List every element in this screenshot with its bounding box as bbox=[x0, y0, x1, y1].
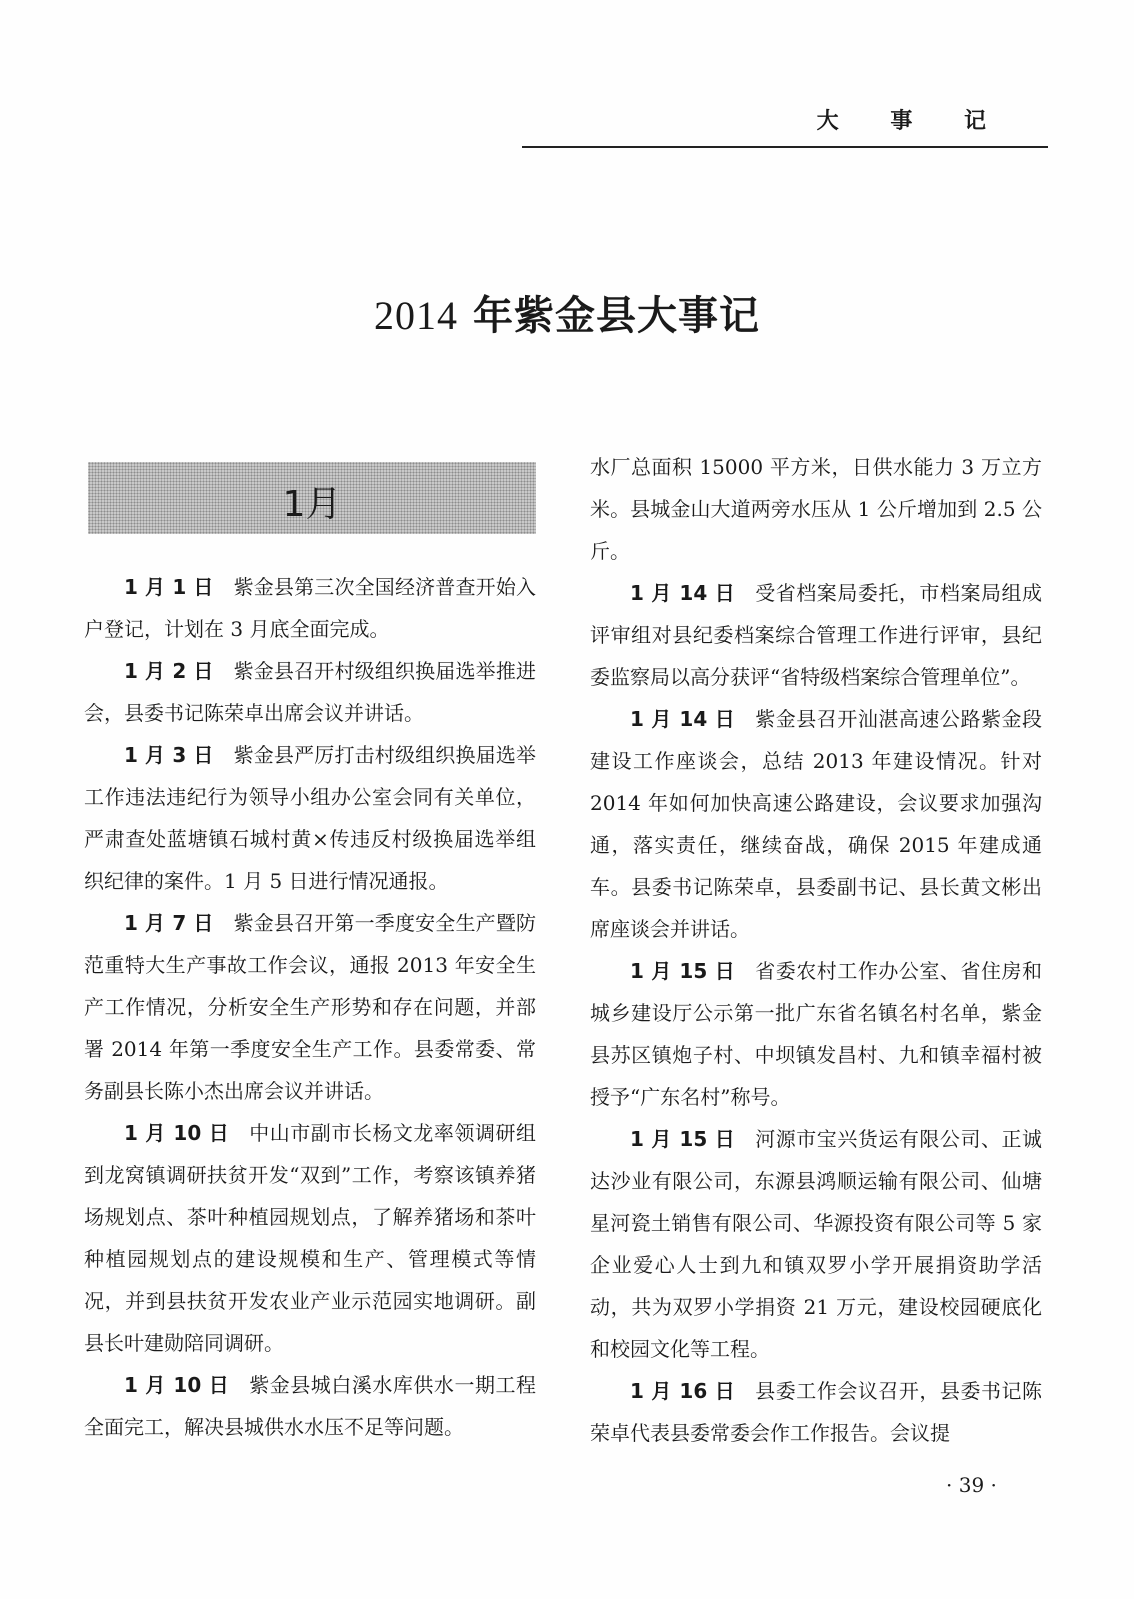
entry bbox=[590, 950, 1042, 1118]
entry bbox=[590, 572, 1042, 698]
left-column bbox=[84, 566, 536, 1448]
entry-date: 1 月 14 日 bbox=[630, 707, 736, 731]
entry-date: 1 月 15 日 bbox=[630, 959, 736, 983]
header-rule bbox=[522, 146, 1048, 148]
entry-text: 省委农村工作办公室、省住房和城乡建设厅公示第一批广东省名镇名村名单，紫金县苏区镇炮子村、中坝镇发昌村、九和镇幸福村被授予“广东名村”称号。 bbox=[590, 959, 1043, 1109]
entry-text: 紫金县城白溪水库供水一期工程全面完工，解决县城供水水压不足等问题。 bbox=[84, 1373, 537, 1439]
entry bbox=[84, 566, 536, 650]
entry bbox=[84, 650, 536, 734]
entry bbox=[590, 1118, 1042, 1370]
title-text: 年紫金县大事记 bbox=[458, 293, 760, 339]
page-title bbox=[0, 284, 1134, 341]
month-heading: 1月 bbox=[282, 484, 342, 525]
entry-date: 1 月 3 日 bbox=[124, 743, 214, 767]
entry bbox=[590, 698, 1042, 950]
entry-date: 1 月 2 日 bbox=[124, 659, 214, 683]
running-header-title: 大 事 记 bbox=[816, 109, 1008, 134]
month-heading-box bbox=[88, 462, 536, 534]
entry bbox=[84, 1112, 536, 1364]
page-number: · 39 · bbox=[946, 1473, 997, 1497]
entry-text: 紫金县召开村级组织换届选举推进会，县委书记陈荣卓出席会议并讲话。 bbox=[84, 659, 536, 725]
entry-text: 紫金县第三次全国经济普查开始入户登记，计划在 3 月底全面完成。 bbox=[84, 575, 536, 641]
entry-text: 紫金县召开第一季度安全生产暨防范重特大生产事故工作会议，通报 2013 年安全生产工作情况，分析安全生产形势和存在问题，并部署 2014 年第一季度安全生产工作。县委常委、常务副县长陈小杰出席会议并讲话。 bbox=[84, 911, 536, 1103]
entry-text: 河源市宝兴货运有限公司、正诚达沙业有限公司，东源县鸿顺运输有限公司、仙塘星河瓷土销售有限公司、华源投资有限公司等 5 家企业爱心人士到九和镇双罗小学开展捐资助学活动，共为双罗小学捐资 21 万元，建设校园硬底化和校园文化等工程。 bbox=[590, 1127, 1043, 1361]
entry bbox=[84, 734, 536, 902]
entry-date: 1 月 10 日 bbox=[124, 1121, 230, 1145]
entry-text: 紫金县严厉打击村级组织换届选举工作违法违纪行为领导小组办公室会同有关单位，严肃查处蓝塘镇石城村黄×传违反村级换届选举组织纪律的案件。1 月 5 日进行情况通报。 bbox=[84, 743, 536, 893]
continuation-text: 水厂总面积 15000 平方米，日供水能力 3 万立方米。县城金山大道两旁水压从 1 公斤增加到 2.5 公斤。 bbox=[590, 455, 1042, 563]
entry bbox=[590, 1370, 1042, 1454]
entry-text: 受省档案局委托，市档案局组成评审组对县纪委档案综合管理工作进行评审，县纪委监察局以高分获评“省特级档案综合管理单位”。 bbox=[590, 581, 1043, 689]
entry-date: 1 月 10 日 bbox=[124, 1373, 230, 1397]
entry-date: 1 月 1 日 bbox=[124, 575, 214, 599]
entry-date: 1 月 15 日 bbox=[630, 1127, 736, 1151]
title-year: 2014 bbox=[374, 293, 459, 338]
right-column bbox=[590, 446, 1042, 1454]
entry-date: 1 月 14 日 bbox=[630, 581, 736, 605]
entry-date: 1 月 16 日 bbox=[630, 1379, 736, 1403]
entry bbox=[84, 902, 536, 1112]
entry-text: 紫金县召开汕湛高速公路紫金段建设工作座谈会，总结 2013 年建设情况。针对 2014 年如何加快高速公路建设，会议要求加强沟通，落实责任，继续奋战，确保 2015 年建成通车。县委书记陈荣卓，县委副书记、县长黄文彬出席座谈会并讲话。 bbox=[590, 707, 1043, 941]
entry-text: 中山市副市长杨文龙率领调研组到龙窝镇调研扶贫开发“双到”工作，考察该镇养猪场规划点、茶叶种植园规划点，了解养猪场和茶叶种植园规划点的建设规模和生产、管理模式等情况，并到县扶贫开发农业产业示范园实地调研。副县长叶建勋陪同调研。 bbox=[84, 1121, 537, 1355]
entry-text: 县委工作会议召开，县委书记陈荣卓代表县委常委会作工作报告。会议提 bbox=[590, 1379, 1043, 1445]
entry bbox=[84, 1364, 536, 1448]
entry-date: 1 月 7 日 bbox=[124, 911, 214, 935]
